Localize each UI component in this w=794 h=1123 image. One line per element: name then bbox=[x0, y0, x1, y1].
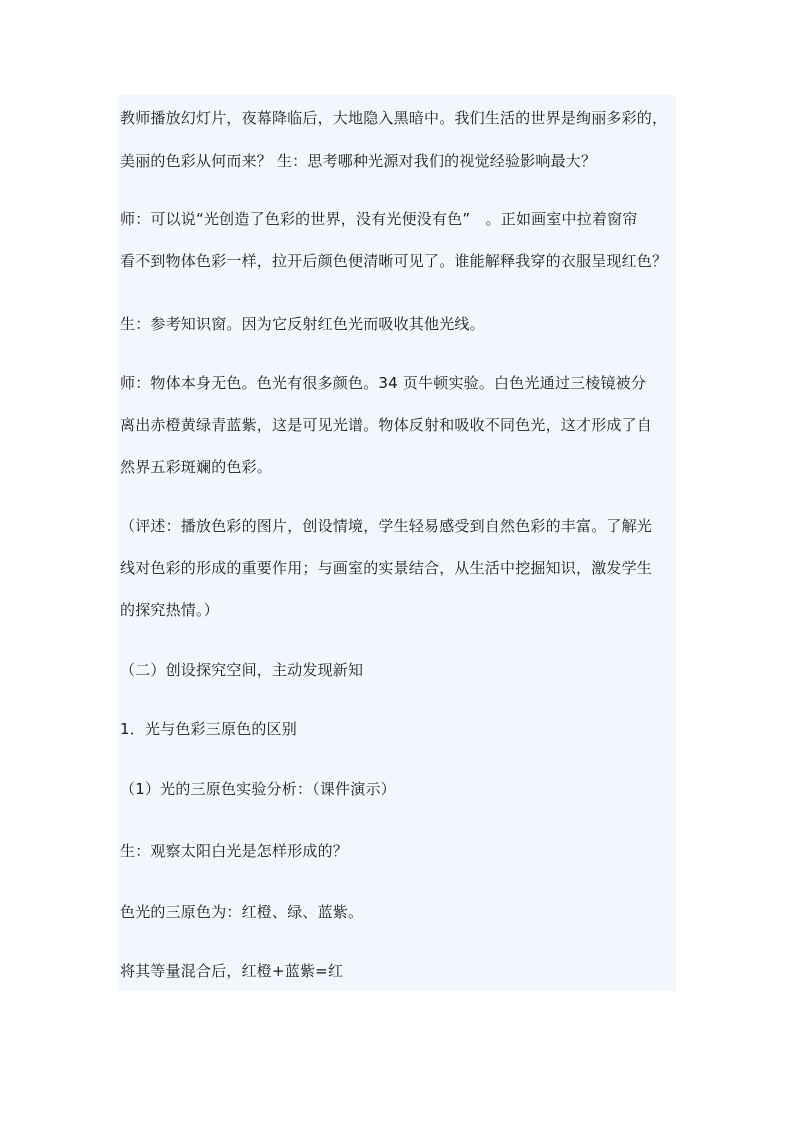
paragraph-line-2: 美丽的色彩从何而来？ 生：思考哪种光源对我们的视觉经验影响最大？ bbox=[120, 152, 597, 170]
paragraph-line-9: （评述：播放色彩的图片，创设情境，学生轻易感受到自然色彩的丰富。了解光 bbox=[120, 517, 653, 535]
section-heading: （二）创设探究空间，主动发现新知 bbox=[120, 661, 364, 679]
paragraph-line-1: 教师播放幻灯片，夜幕降临后，大地隐入黑暗中。我们生活的世界是绚丽多彩的， bbox=[120, 109, 668, 127]
paragraph-line-6: 师：物体本身无色。色光有很多颜色。34 页牛顿实验。白色光通过三棱镜被分 bbox=[120, 374, 647, 392]
paragraph-line-16: 色光的三原色为：红橙、绿、蓝紫。 bbox=[120, 903, 364, 921]
paragraph-line-8: 然界五彩斑斓的色彩。 bbox=[120, 458, 273, 476]
paragraph-line-11: 的探究热情。） bbox=[120, 601, 219, 619]
paragraph-line-7: 离出赤橙黄绿青蓝紫，这是可见光谱。物体反射和吸收不同色光，这才形成了自 bbox=[120, 416, 653, 434]
paragraph-line-3: 师：可以说“光创造了色彩的世界，没有光便没有色” 。正如画室中拉着窗帘 bbox=[120, 210, 638, 228]
paragraph-line-10: 线对色彩的形成的重要作用；与画室的实景结合，从生活中挖掘知识，激发学生 bbox=[120, 559, 653, 577]
experiment-heading: （1）光的三原色实验分析：（课件演示） bbox=[120, 780, 396, 798]
subsection-heading: 1．光与色彩三原色的区别 bbox=[120, 720, 297, 738]
paragraph-line-4: 看不到物体色彩一样，拉开后颜色便清晰可见了。谁能解释我穿的衣服呈现红色？ bbox=[120, 252, 668, 270]
paragraph-line-17: 将其等量混合后，红橙+蓝紫=红 bbox=[120, 962, 344, 980]
paragraph-line-15: 生：观察太阳白光是怎样形成的？ bbox=[120, 842, 349, 860]
paragraph-line-5: 生：参考知识窗。因为它反射红色光而吸收其他光线。 bbox=[120, 315, 485, 333]
